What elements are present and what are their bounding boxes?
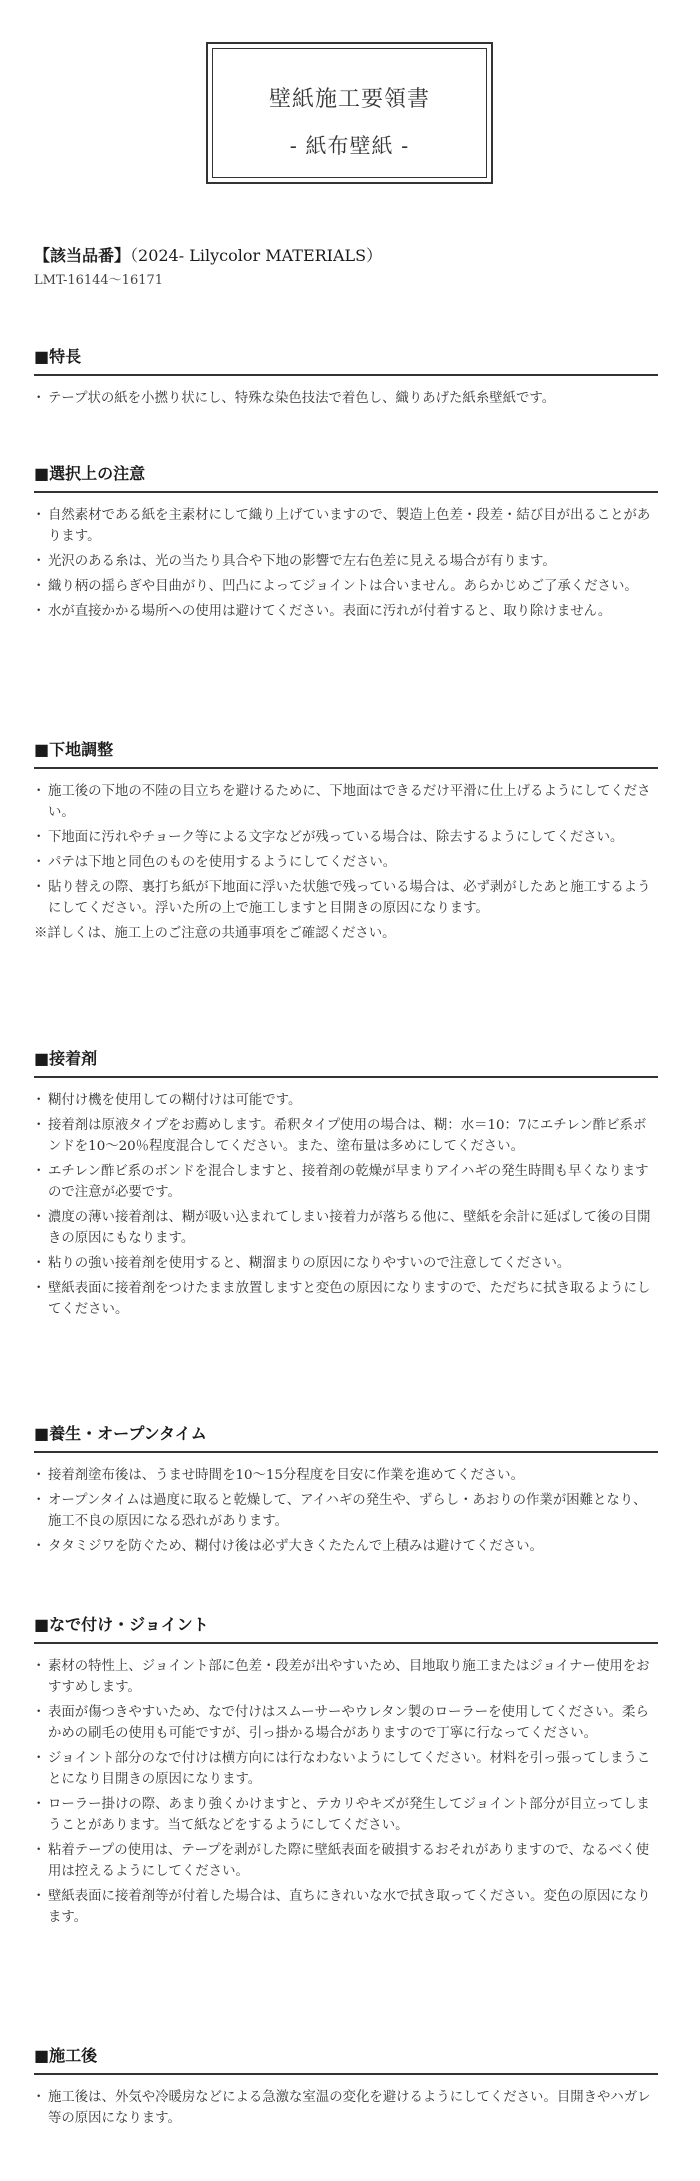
list-item: ・ オープンタイムは過度に取ると乾燥して、アイハギの発生や、ずらし・あおりの作業が困難となり、施工不良の原因になる恐れがあります。 [34,1490,658,1532]
list-item: ・ 水が直接かかる場所への使用は避けてください。表面に汚れが付着すると、取り除けません。 [34,601,658,622]
section-title: ■選択上の注意 [34,461,658,493]
product-heading-label: 【該当品番】 [34,246,131,265]
title-box [206,42,493,184]
list-item: ・ タタミジワを防ぐため、糊付け後は必ず大きくたたんで上積みは避けてください。 [34,1536,658,1557]
list-item: ・ 表面が傷つきやすいため、なで付けはスムーサーやウレタン製のローラーを使用してください。柔らかめの刷毛の使用も可能ですが、引っ掛かる場合がありますので丁寧に行なってください。 [34,1702,658,1744]
section-title: ■特長 [34,344,658,376]
item-list [34,388,658,409]
section-title: ■下地調整 [34,737,658,769]
section-features [34,344,658,413]
section-smoothing-joints [34,1612,658,1932]
list-item: ・ 施工後の下地の不陸の目立ちを避けるために、下地面はできるだけ平滑に仕上げるようにしてください。 [34,781,658,823]
list-item: ・ 糊付け機を使用しての糊付けは可能です。 [34,1090,658,1111]
section-title: ■接着剤 [34,1046,658,1078]
list-item: ・ 素材の特性上、ジョイント部に色差・段差が出やすいため、目地取り施工またはジョイナー使用をおすすめします。 [34,1656,658,1698]
list-item: ・ ジョイント部分のなで付けは横方向には行なわないようにしてください。材料を引っ張ってしまうことになり目開きの原因になります。 [34,1748,658,1790]
list-item: ・ 接着剤は原液タイプをお薦めします。希釈タイプ使用の場合は、糊：水＝10：7にエチレン酢ビ系ボンドを10～20％程度混合してください。また、塗布量は多めにしてください。 [34,1115,658,1157]
item-list [34,1656,658,1928]
list-item: ・ ローラー掛けの際、あまり強くかけますと、テカリやキズが発生してジョイント部分が目立ってしまうことがあります。当て紙などをするようにしてください。 [34,1794,658,1836]
list-item: ・ 貼り替えの際、裏打ち紙が下地面に浮いた状態で残っている場合は、必ず剥がしたあと施工するようにしてください。浮いた所の上で施工しますと目開きの原因になります。 [34,877,658,919]
list-item: ・ 壁紙表面に接着剤等が付着した場合は、直ちにきれいな水で拭き取ってください。変色の原因になります。 [34,1886,658,1928]
product-codes: LMT-16144～16171 [34,273,164,288]
list-item: ・ 光沢のある糸は、光の当たり具合や下地の影響で左右色差に見える場合が有ります。 [34,551,658,572]
section-title: ■施工後 [34,2043,658,2075]
section-after-installation [34,2043,658,2133]
list-item: ・ エチレン酢ビ系のボンドを混合しますと、接着剤の乾燥が早まりアイハギの発生時間も早くなりますので注意が必要です。 [34,1161,658,1203]
list-item: ・ テープ状の紙を小撚り状にし、特殊な染色技法で着色し、織りあげた紙糸壁紙です。 [34,388,658,409]
section-substrate-prep [34,737,658,944]
section-open-time [34,1421,658,1561]
section-selection-notes [34,461,658,626]
document-title: 壁紙施工要領書 [268,87,430,112]
item-list [34,781,658,919]
section-note: ※詳しくは、施工上のご注意の共通事項をご確認ください。 [34,926,396,941]
product-heading [34,243,382,266]
list-item: ・ 濃度の薄い接着剤は、糊が吸い込まれてしまい接着力が落ちる他に、壁紙を余計に延ばして後の目開きの原因にもなります。 [34,1207,658,1249]
section-title: ■なで付け・ジョイント [34,1612,658,1644]
list-item: ・ 接着剤塗布後は、うませ時間を10～15分程度を目安に作業を進めてください。 [34,1465,658,1486]
section-title: ■養生・オープンタイム [34,1421,658,1453]
item-list [34,2087,658,2129]
list-item: ・ 壁紙表面に接着剤をつけたまま放置しますと変色の原因になりますので、ただちに拭き取るようにしてください。 [34,1278,658,1320]
list-item: ・ 施工後は、外気や冷暖房などによる急激な室温の変化を避けるようにしてください。目開きやハガレ等の原因になります。 [34,2087,658,2129]
document-subtitle: - 紙布壁紙 - [289,134,410,158]
list-item: ・ 下地面に汚れやチョーク等による文字などが残っている場合は、除去するようにしてください。 [34,827,658,848]
item-list [34,1465,658,1557]
item-list [34,505,658,622]
product-collection: （2024- Lilycolor MATERIALS） [130,246,383,265]
item-list [34,1090,658,1320]
list-item: ・ 自然素材である紙を主素材にして織り上げていますので、製造上色差・段差・結び目が出ることがあります。 [34,505,658,547]
list-item: ・ 粘りの強い接着剤を使用すると、糊溜まりの原因になりやすいので注意してください。 [34,1253,658,1274]
list-item: ・ パテは下地と同色のものを使用するようにしてください。 [34,852,658,873]
list-item: ・ 織り柄の揺らぎや目曲がり、凹凸によってジョイントは合いません。あらかじめご了承ください。 [34,576,658,597]
section-adhesive [34,1046,658,1324]
list-item: ・ 粘着テープの使用は、テープを剥がした際に壁紙表面を破損するおそれがありますので、なるべく使用は控えるようにしてください。 [34,1840,658,1882]
